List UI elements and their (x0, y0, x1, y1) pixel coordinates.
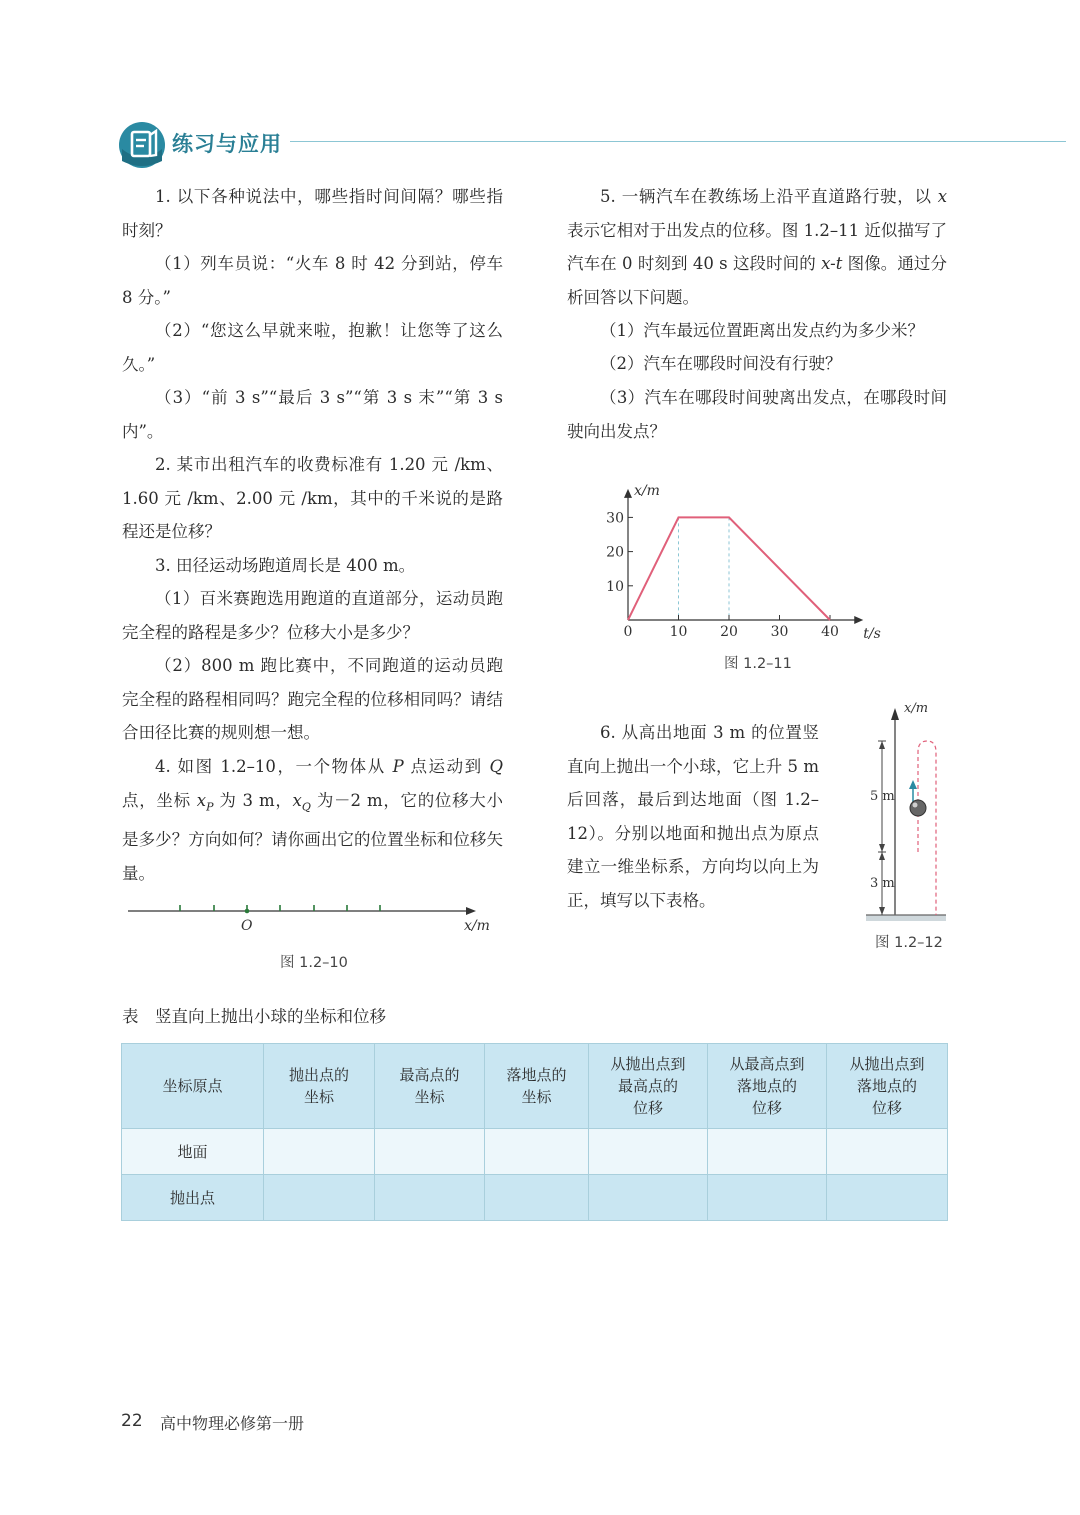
header-disp-launch-top: 从抛出点到 最高点的 位移 (589, 1044, 708, 1129)
q1-part3: （3）“前 3 s”“最后 3 s”“第 3 s 末”“第 3 s 内”。 (122, 388, 503, 441)
table-cell[interactable] (375, 1129, 485, 1175)
table-cell[interactable] (589, 1129, 708, 1175)
chart-x-tick-label: 10 (669, 624, 688, 640)
fig12-axis-label: x/m (904, 701, 929, 716)
header-origin: 坐标原点 (122, 1044, 264, 1129)
q4-text: 4. 如图 1.2–10，一个物体从 P 点运动到 Q 点，坐标 $x_P$ 为 3 m，$x_Q$ 为－2 m，它的位移大小是多少？方向如何？请你画出它的位置坐标和位移矢量。 (122, 757, 504, 883)
origin-point (245, 909, 250, 914)
table-row (122, 1129, 948, 1175)
row-label-ground: 地面 (122, 1129, 264, 1175)
header-launch-coord: 抛出点的 坐标 (264, 1044, 375, 1129)
chart-y-tick-label: 20 (606, 544, 624, 561)
table-cell[interactable] (485, 1175, 589, 1221)
chart-x-tick-label: 30 (770, 624, 789, 640)
number-line-figure (122, 896, 504, 940)
header-disp-launch-land: 从抛出点到 落地点的 位移 (827, 1044, 948, 1129)
dimension-arrow (879, 844, 885, 852)
table-row (122, 1175, 948, 1221)
table-cell[interactable] (264, 1175, 375, 1221)
table-cell[interactable] (708, 1175, 827, 1221)
axis-label: x/m (464, 918, 490, 934)
chart-x-tick-label: 0 (623, 624, 633, 640)
ball (910, 800, 926, 816)
ball-throw-figure (862, 696, 954, 926)
section-badge-icon (118, 121, 166, 169)
table-header-row (122, 1044, 948, 1129)
xt-chart (590, 470, 920, 650)
chart-x-tick-label: 20 (720, 624, 738, 640)
q1-stem: 1. 以下各种说法中，哪些指时间间隔？哪些指时刻？ (122, 187, 503, 240)
header-land-coord: 落地点的 坐标 (485, 1044, 589, 1129)
chart-x-tick-label: 40 (821, 624, 839, 640)
section-title: 练习与应用 (172, 132, 282, 156)
fig12-caption: 图 1.2–12 (875, 935, 943, 951)
up-distance-label: 5 m (870, 789, 895, 804)
book-title: 高中物理必修第一册 (160, 1414, 305, 1433)
chart-series-line (628, 517, 830, 620)
header-rule (290, 141, 1066, 142)
fig10-caption: 图 1.2–10 (280, 955, 348, 971)
table-cell[interactable] (708, 1129, 827, 1175)
velocity-arrow-head (909, 780, 917, 789)
page-number: 22 (121, 1411, 143, 1431)
q3-part1: （1）百米赛跑选用跑道的直道部分，运动员跑完全程的路程是多少？位移大小是多少？ (122, 589, 503, 642)
table-cell[interactable] (589, 1175, 708, 1221)
q1-part2: （2）“您这么早就来啦，抱歉！让您等了这么久。” (122, 321, 503, 374)
ground (866, 915, 946, 921)
ball-trajectory (918, 741, 936, 915)
number-line-arrow (466, 907, 476, 915)
q5-text: 5. 一辆汽车在教练场上沿平直道路行驶，以 x 表示它相对于出发点的位移。图 1.2–11 近似描写了汽车在 0 时刻到 40 s 这段时间的 x-t 图像。通过分析回答以下问题。 (567, 187, 948, 307)
chart-y-label: x/m (634, 482, 660, 499)
row-label-launch-point: 抛出点 (122, 1175, 264, 1221)
q2-text: 2. 某市出租汽车的收费标准有 1.20 元 /km、1.60 元 /km、2.00 元 /km，其中的千米说的是路程还是位移？ (122, 455, 503, 541)
chart-x-axis-arrow (854, 616, 863, 624)
table-cell[interactable] (827, 1129, 948, 1175)
ball-highlight (913, 803, 918, 808)
vertical-axis-arrow (891, 708, 899, 720)
table-cell[interactable] (827, 1175, 948, 1221)
dimension-arrow (879, 907, 885, 915)
chart-y-axis-arrow (624, 489, 632, 498)
table-cell[interactable] (264, 1129, 375, 1175)
chart-y-tick-label: 10 (606, 578, 624, 595)
drop-distance-label: 3 m (870, 876, 895, 891)
fig11-caption: 图 1.2–11 (724, 656, 792, 672)
table-cell[interactable] (375, 1175, 485, 1221)
origin-label: O (241, 918, 253, 934)
q5-part1: （1）汽车最远位置距离出发点约为多少米？ (600, 321, 924, 340)
q3-stem: 3. 田径运动场跑道周长是 400 m。 (155, 556, 416, 575)
q1-part1: （1）列车员说：“火车 8 时 42 分到站，停车 8 分。” (122, 254, 503, 307)
q3-part2: （2）800 m 跑比赛中，不同跑道的运动员跑完全程的路程相同吗？跑完全程的位移相同吗？请结合田径比赛的规则想一想。 (122, 656, 503, 742)
dimension-arrow (879, 852, 885, 860)
header-top-coord: 最高点的 坐标 (375, 1044, 485, 1129)
header-disp-top-land: 从最高点到 落地点的 位移 (708, 1044, 827, 1129)
coordinates-table (121, 1043, 948, 1221)
q5-part2: （2）汽车在哪段时间没有行驶？ (600, 354, 842, 373)
q6-text: 6. 从高出地面 3 m 的位置竖直向上抛出一个小球，它上升 5 m 后回落，最后到达地面（图 1.2–12）。分别以地面和抛出点为原点建立一维坐标系，方向均以向上为正，填写以下表格。 (567, 723, 819, 910)
q5-part3: （3）汽车在哪段时间驶离出发点，在哪段时间驶向出发点？ (567, 388, 947, 441)
table-title: 表 竖直向上抛出小球的坐标和位移 (122, 1007, 386, 1026)
chart-y-tick-label: 30 (606, 510, 624, 527)
chart-x-label: t/s (863, 626, 881, 642)
table-cell[interactable] (485, 1129, 589, 1175)
dimension-arrow (879, 741, 885, 749)
